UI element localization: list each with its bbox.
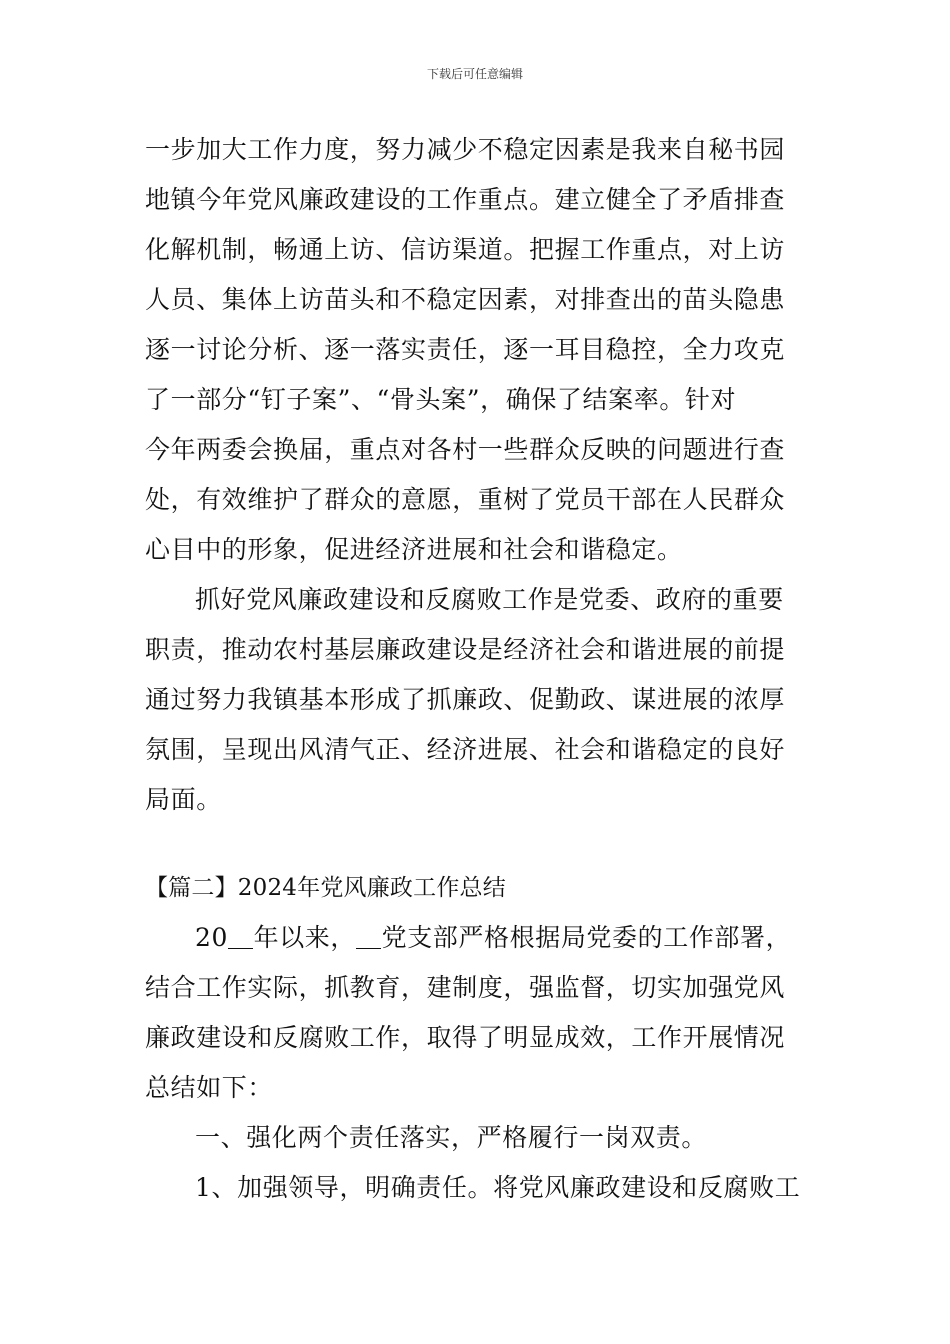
- text-line: 心目中的形象，促进经济进展和社会和谐稳定。: [145, 535, 683, 564]
- paragraph-1: [145, 125, 810, 575]
- paragraph-2: [145, 575, 810, 825]
- document-body: [145, 125, 810, 1213]
- text-line: 一步加大工作力度，努力减少不稳定因素是我来自秘书园: [145, 135, 786, 164]
- text-line: 氛围，呈现出风清气正、经济进展、社会和谐稳定的良好: [145, 735, 786, 764]
- text-line: 廉政建设和反腐败工作，取得了明显成效，工作开展情况: [145, 1023, 786, 1052]
- text-line: 化解机制，畅通上访、信访渠道。把握工作重点，对上访: [145, 235, 786, 264]
- text-line: 职责，推动农村基层廉政建设是经济社会和谐进展的前提: [145, 635, 786, 664]
- subheading: 一、强化两个责任落实，严格履行一岗双责。: [195, 1123, 708, 1152]
- text-line: 抓好党风廉政建设和反腐败工作是党委、政府的重要: [195, 585, 784, 614]
- text-line: 逐一讨论分析、逐一落实责任，逐一耳目稳控，全力攻克: [145, 335, 786, 364]
- section-heading: 【篇二】2024年党风廉政工作总结: [145, 875, 506, 901]
- paragraph-3: [145, 913, 810, 1113]
- section-spacer: [145, 825, 810, 863]
- list-item: 1、加强领导，明确责任。将党风廉政建设和反腐败工: [195, 1173, 801, 1202]
- text-line: 20＿年以来，＿党支部严格根据局党委的工作部署，: [195, 923, 792, 952]
- text-line: 今年两委会换届，重点对各村一些群众反映的问题进行查: [145, 435, 786, 464]
- text-line: 局面。: [145, 785, 222, 814]
- text-line: 地镇今年党风廉政建设的工作重点。建立健全了矛盾排查: [145, 185, 786, 214]
- text-line: 了一部分“钉子案”、“骨头案”，确保了结案率。针对: [145, 385, 737, 414]
- text-line: 总结如下：: [145, 1073, 274, 1102]
- page-header: 下载后可任意编辑: [426, 67, 523, 81]
- text-line: 通过努力我镇基本形成了抓廉政、促勤政、谋进展的浓厚: [145, 685, 786, 714]
- text-line: 处，有效维护了群众的意愿，重树了党员干部在人民群众: [145, 485, 786, 514]
- text-line: 人员、集体上访苗头和不稳定因素，对排查出的苗头隐患: [145, 285, 786, 314]
- text-line: 结合工作实际，抓教育，建制度，强监督，切实加强党风: [145, 973, 786, 1002]
